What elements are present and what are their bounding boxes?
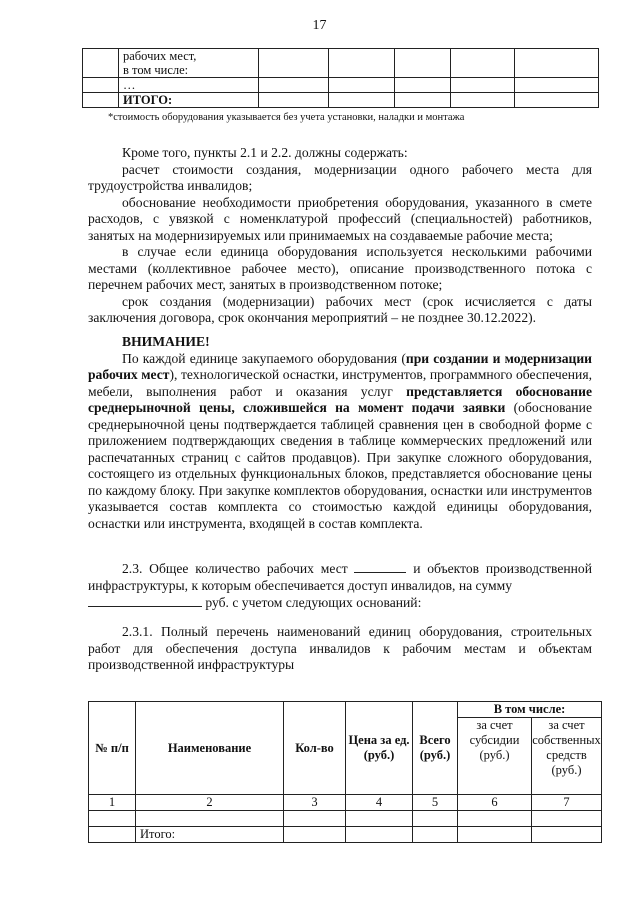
blank-field bbox=[88, 594, 202, 607]
paragraph: обоснование необходимости приобретения оборудования, указанного в смете расходов, с увязкой с номенклатурой профессий (специальностей) работников, занятых на модернизируемых или принимаемых на создаваемые рабочие места; bbox=[88, 194, 592, 243]
col-header-price: Цена за ед. (руб.) bbox=[346, 702, 413, 795]
table-header-row bbox=[89, 702, 602, 718]
section-2-3-1 bbox=[88, 624, 592, 674]
table-cell: 7 bbox=[532, 795, 602, 811]
table-cell: 4 bbox=[346, 795, 413, 811]
col-header-including: В том числе: bbox=[458, 702, 602, 718]
table-cell: 6 bbox=[458, 795, 532, 811]
requirements-section bbox=[88, 145, 592, 327]
attention-heading: ВНИМАНИЕ! bbox=[122, 334, 210, 349]
table-index-row bbox=[89, 795, 602, 811]
table-row bbox=[89, 811, 602, 827]
table-row bbox=[83, 78, 599, 93]
col-header-name: Наименование bbox=[136, 702, 284, 795]
paragraph: в случае если единица оборудования используется несколькими рабочими местами (коллективное рабочее место), описание производственного потока с перечнем рабочих мест, занятых в производственном потоке; bbox=[88, 244, 592, 292]
table-total-label: Итого: bbox=[136, 827, 284, 843]
table-cell: 1 bbox=[89, 795, 136, 811]
section-2-3 bbox=[88, 560, 592, 612]
footnote: *стоимость оборудования указывается без учета установки, наладки и монтажа bbox=[108, 112, 465, 123]
paragraph: 2.3. Общее количество рабочих мест и объектов производственной инфраструктуры, к которым обеспечивается доступ инвалидов, на сумму руб. с учетом следующих оснований: bbox=[88, 561, 592, 610]
paragraph: По каждой единице закупаемого оборудования (при создании и модернизации рабочих мест), технологической оснастки, инструментов, программного обеспечения, мебели, выполнения работ и оказания услуг представляется обоснование среднерыночной цены, сложившейся на момент подачи заявки (обоснование среднерыночной цены подтверждается таблицей сравнения цен в свободной форме с приложением подтверждающих сведения в таблице коммерческих предложений или распечатанных страниц с сайтов продавцов). При закупке сложного оборудования, состоящего из отдельных функциональных блоков, представляется обоснование цены по каждому блоку. При закупке комплектов оборудования, оснастки или инструментов указывается состав комплекта со стоимостью каждой единицы оборудования, оснастки или инструмента, входящей в состав комплекта. bbox=[88, 350, 593, 531]
table-cell: 2 bbox=[136, 795, 284, 811]
col-header-subsidy: за счет субсидии (руб.) bbox=[458, 718, 532, 795]
top-table bbox=[82, 48, 599, 108]
paragraph: срок создания (модернизации) рабочих мест (срок исчисляется с даты заключения договора, срок окончания мероприятий – не позднее 30.12.2022). bbox=[88, 293, 592, 325]
blank-field bbox=[354, 560, 406, 573]
col-header-num: № п/п bbox=[89, 702, 136, 795]
table-cell: рабочих мест, в том числе: bbox=[119, 49, 259, 78]
table-total-label: ИТОГО: bbox=[119, 93, 259, 108]
table-cell: 5 bbox=[413, 795, 458, 811]
page-number: 17 bbox=[312, 18, 327, 33]
table-cell: … bbox=[119, 78, 259, 93]
paragraph: расчет стоимости создания, модернизации одного рабочего места для трудоустройства инвалидов; bbox=[88, 161, 592, 193]
paragraph: Кроме того, пункты 2.1 и 2.2. должны содержать: bbox=[122, 145, 408, 160]
equipment-table bbox=[88, 701, 602, 843]
col-header-total: Всего (руб.) bbox=[413, 702, 458, 795]
table-row bbox=[83, 49, 599, 78]
col-header-own: за счет собственных средств (руб.) bbox=[532, 718, 602, 795]
col-header-qty: Кол-во bbox=[284, 702, 346, 795]
attention-section bbox=[88, 334, 592, 532]
table-cell: 3 bbox=[284, 795, 346, 811]
table-row bbox=[83, 93, 599, 108]
paragraph: 2.3.1. Полный перечень наименований единиц оборудования, строительных работ для обеспечения доступа инвалидов к рабочим местам и объектам производственной инфраструктуры bbox=[88, 624, 592, 672]
table-total-row bbox=[89, 827, 602, 843]
